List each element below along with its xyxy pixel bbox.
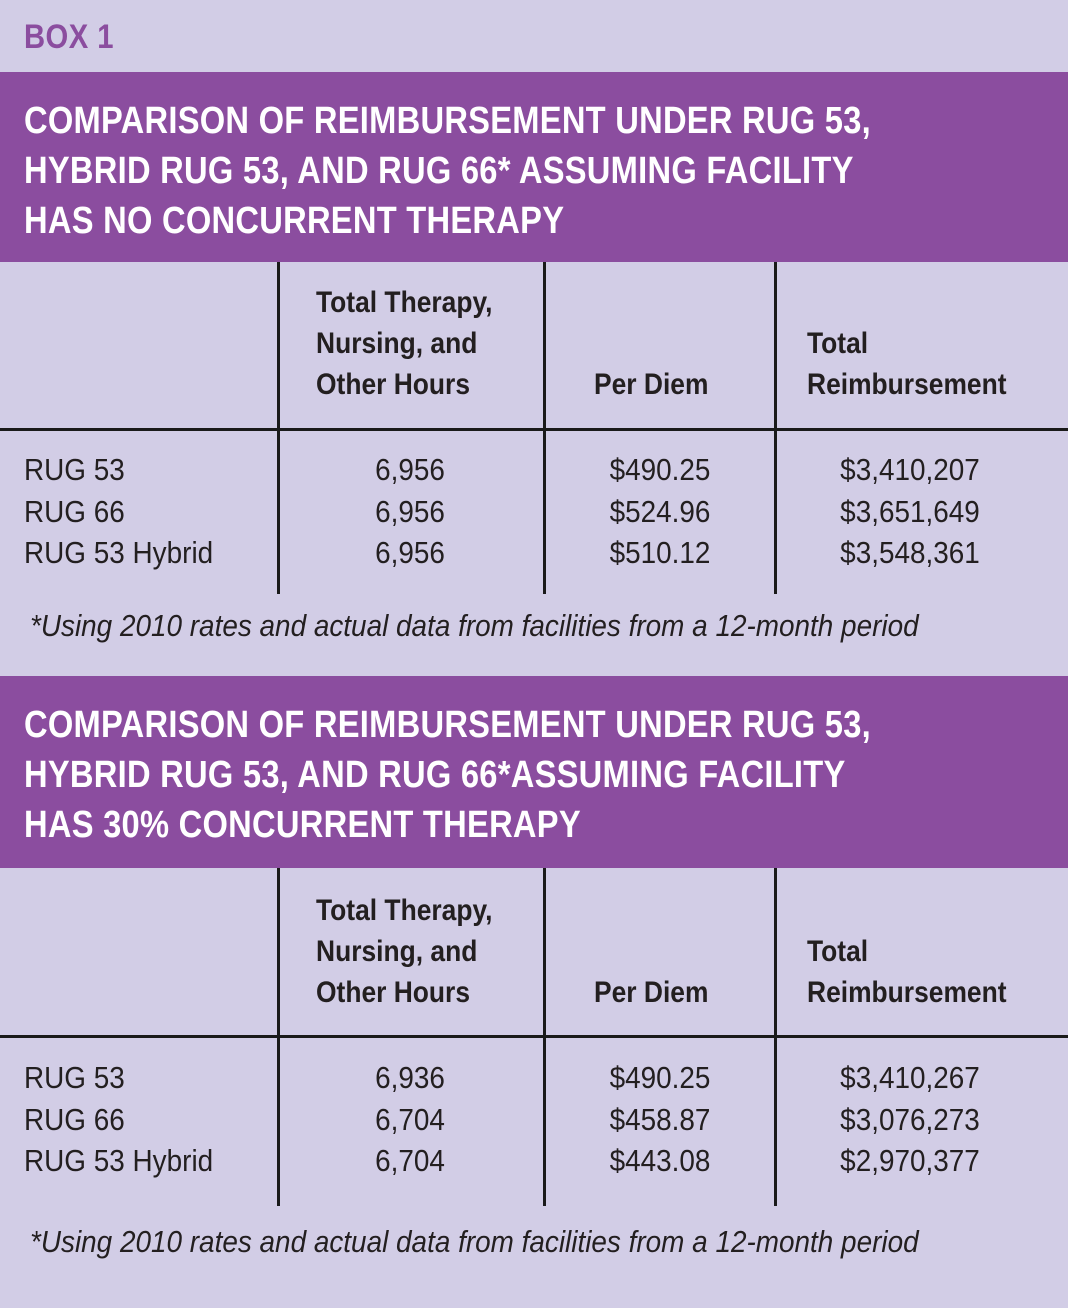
row-per-diem: $490.25 <box>609 452 711 487</box>
section-1-title-line-3: HAS NO CONCURRENT THERAPY <box>24 200 565 242</box>
row-hours: 6,936 <box>375 1060 445 1095</box>
header-total-line: Reimbursement <box>807 368 1007 401</box>
header-hours-line: Total Therapy, <box>316 286 493 319</box>
header-hours-line: Total Therapy, <box>316 894 493 927</box>
section-1-title-line-1: COMPARISON OF REIMBURSEMENT UNDER RUG 53, <box>24 100 872 142</box>
section-2-title-line-3: HAS 30% CONCURRENT THERAPY <box>24 804 581 846</box>
row-hours: 6,704 <box>375 1143 445 1178</box>
row-total: $3,548,361 <box>840 535 980 570</box>
row-label: RUG 53 Hybrid <box>24 1143 214 1178</box>
box-label: BOX 1 <box>24 18 114 56</box>
row-hours: 6,956 <box>375 494 445 529</box>
header-total-reimbursement <box>807 323 1007 405</box>
row-total: $2,970,377 <box>840 1143 980 1178</box>
row-label: RUG 66 <box>24 1102 125 1137</box>
header-hours-line: Nursing, and <box>316 327 478 360</box>
section-2-table <box>0 868 1068 1206</box>
section-2-title-line-2: HYBRID RUG 53, AND RUG 66*ASSUMING FACILITY <box>24 754 846 796</box>
row-per-diem: $490.25 <box>609 1060 711 1095</box>
section-1-banner <box>0 72 1068 262</box>
section-2-title <box>24 700 1013 850</box>
header-per-diem: Per Diem <box>594 368 709 401</box>
section-2-footnote: *Using 2010 rates and actual data from facilities from a 12-month period <box>30 1224 919 1259</box>
row-label: RUG 66 <box>24 494 125 529</box>
row-total: $3,410,267 <box>840 1060 980 1095</box>
header-hours-line: Nursing, and <box>316 935 478 968</box>
row-label: RUG 53 <box>24 452 125 487</box>
header-total-line: Total <box>807 327 869 360</box>
header-total-line: Total <box>807 935 869 968</box>
row-per-diem: $524.96 <box>609 494 711 529</box>
row-per-diem: $458.87 <box>609 1102 711 1137</box>
header-rule <box>0 428 1068 431</box>
row-label: RUG 53 Hybrid <box>24 535 214 570</box>
section-2-title-line-1: COMPARISON OF REIMBURSEMENT UNDER RUG 53, <box>24 704 872 746</box>
section-1-table <box>0 262 1068 594</box>
header-hours-line: Other Hours <box>316 368 471 401</box>
section-1-title-line-2: HYBRID RUG 53, AND RUG 66* ASSUMING FACILITY <box>24 150 854 192</box>
row-total: $3,410,207 <box>840 452 980 487</box>
header-total-reimbursement <box>807 931 1007 1013</box>
row-hours: 6,704 <box>375 1102 445 1137</box>
row-hours: 6,956 <box>375 452 445 487</box>
header-hours <box>316 282 493 405</box>
row-hours: 6,956 <box>375 535 445 570</box>
header-total-line: Reimbursement <box>807 976 1007 1009</box>
row-total: $3,076,273 <box>840 1102 980 1137</box>
section-1-footnote: *Using 2010 rates and actual data from facilities from a 12-month period <box>30 608 919 643</box>
header-hours-line: Other Hours <box>316 976 471 1009</box>
row-total: $3,651,649 <box>840 494 980 529</box>
row-label: RUG 53 <box>24 1060 125 1095</box>
row-per-diem: $510.12 <box>609 535 711 570</box>
section-2-banner <box>0 676 1068 868</box>
header-hours <box>316 890 493 1013</box>
header-per-diem: Per Diem <box>594 976 709 1009</box>
section-1-title <box>24 96 1013 246</box>
header-rule <box>0 1035 1068 1038</box>
row-per-diem: $443.08 <box>609 1143 711 1178</box>
